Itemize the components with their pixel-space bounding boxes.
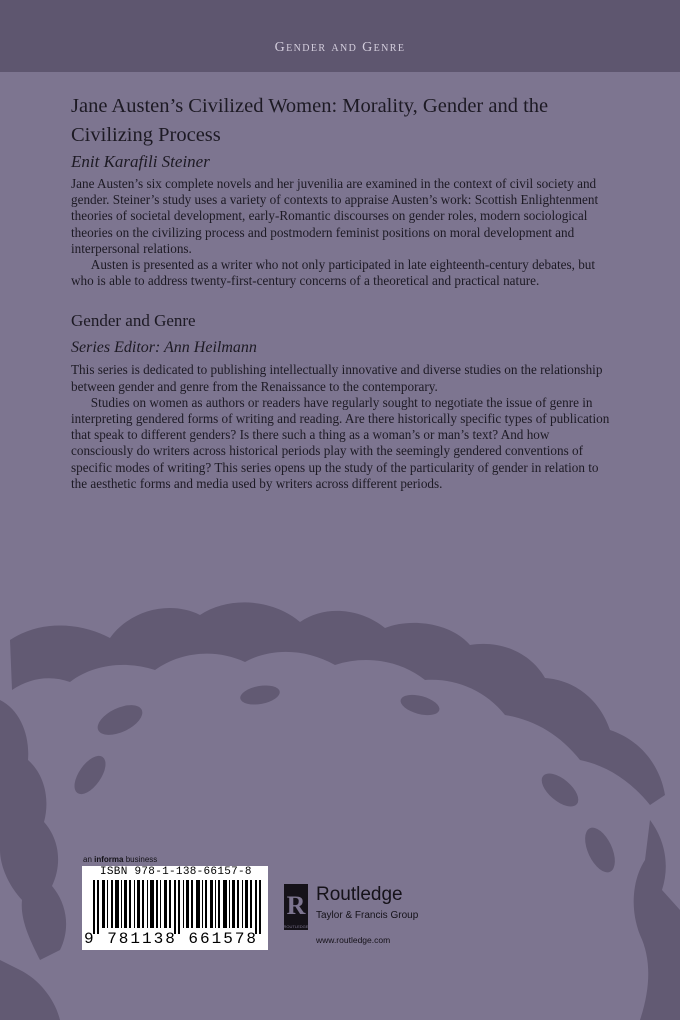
barcode-bars: [93, 880, 263, 934]
top-band: [0, 0, 680, 72]
series-editor: Series Editor: Ann Heilmann: [71, 339, 257, 357]
publisher-url[interactable]: www.routledge.com: [316, 935, 391, 945]
publisher-name: Routledge: [316, 884, 403, 905]
ean-digits: 9 781138 661578: [84, 930, 259, 948]
isbn-text: ISBN 978-1-138-66157-8: [100, 866, 252, 878]
book-title: Jane Austen’s Civilized Women: Morality, Gender and the Civilizing Process: [71, 95, 549, 146]
series-band-title: Gender and Genre: [274, 40, 406, 55]
informa-label: an informa business: [83, 855, 158, 864]
book-description-2: Austen is presented as a writer who not only participated in late eighteenth-century debates, but who is able to address twenty-first-century concerns of a theoretical and practical nature.: [71, 257, 596, 289]
routledge-logo-icon: [284, 884, 308, 930]
book-author: Enit Karafili Steiner: [71, 152, 210, 171]
svg-text:ROUTLEDGE: ROUTLEDGE: [284, 924, 308, 929]
series-description-2: Studies on women as authors or readers have regularly sought to negotiate the issue of genre in interpreting gendered forms of writing and reading. Are there historically specific types of publication that speak to different genders? Is there such a thing as a woman’s or man’s text? And how consciously do writers across historical periods play with the seemingly gendered conventions of specific modes of writing? This series opens up the study of the particularity of gender in relation to the aesthetic forms and media used by writers across different periods.: [71, 394, 610, 491]
series-description: This series is dedicated to publishing intellectually innovative and diverse studies on the relationship between gender and genre from the Renaissance to the contemporary.: [71, 362, 603, 394]
series-name: Gender and Genre: [71, 311, 196, 331]
svg-text:R: R: [286, 891, 306, 920]
back-cover-text: [71, 92, 611, 492]
book-description: Jane Austen’s six complete novels and her juvenilia are examined in the context of civil society and gender. Steiner’s study uses a variety of contexts to appraise Austen’s work: Scottish Enlightenment theories of societal development, early-Romantic discourses on gender roles, modern sociological theories on the civilizing process and postmodern feminist positions on moral development and interpersonal relations.: [71, 176, 599, 256]
publisher-group: Taylor & Francis Group: [316, 910, 419, 921]
wreath-ornament: [0, 560, 680, 1020]
